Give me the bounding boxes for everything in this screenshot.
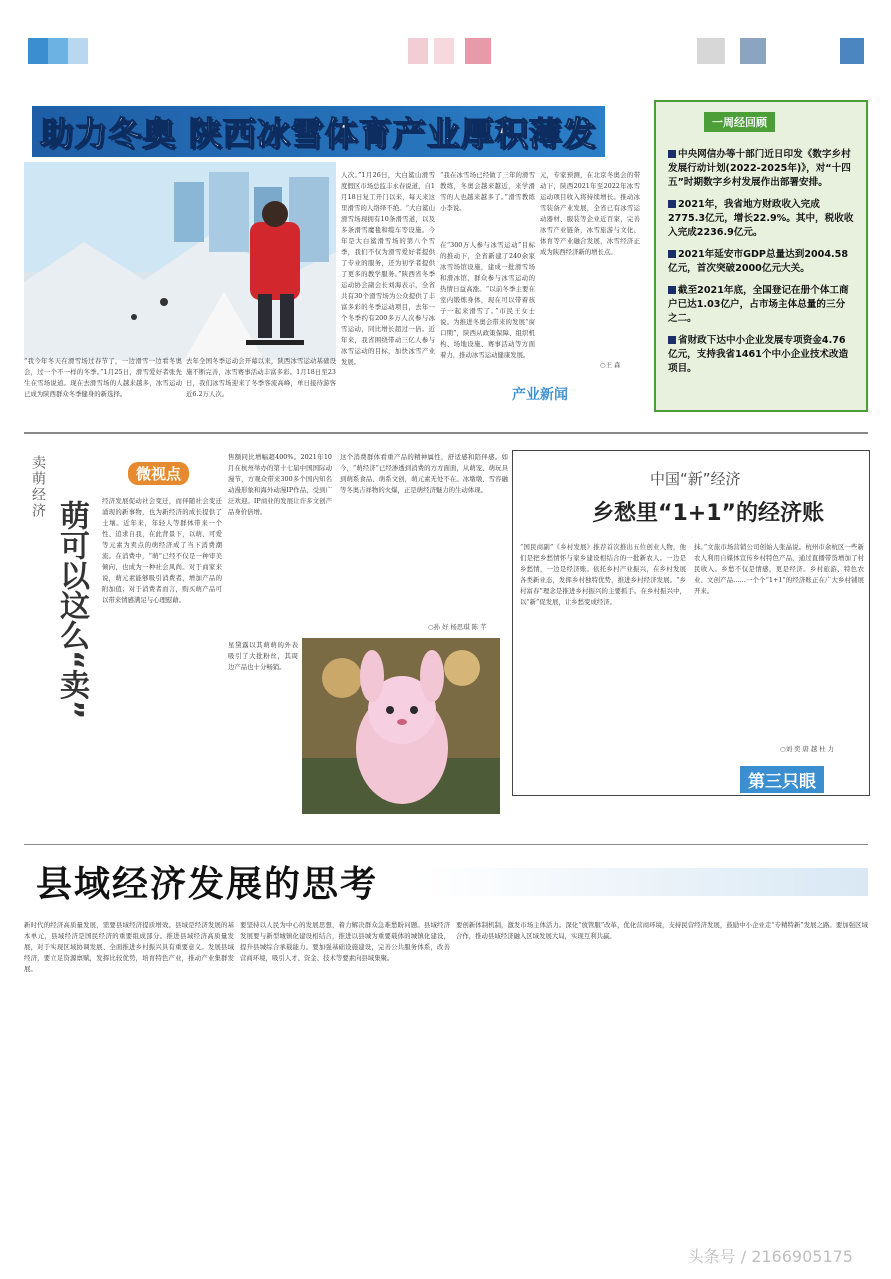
weekly-item: 2021年延安市GDP总量达到2004.58亿元，首次突破2000亿元大关。 bbox=[668, 249, 849, 274]
lead-title: 助力冬奥 陕西冰雪体育产业厚积薄发 bbox=[32, 106, 605, 157]
watermark: 头条号 / 2166905175 bbox=[687, 1247, 853, 1266]
header-color-block-2 bbox=[48, 38, 68, 64]
lead-col3: 元，专家预测，在北京冬奥会的带动下，陕西2021年至2022年冰雪运动项目收入将持续增长。推动冰雪装备产业发展，全省已有冰雪运动器材、服装等企业近百家，完善冰雪产业链条，冰雪旅游与文化、体育等产业融合发展，冰雪经济正成为陕西经济新的增长点。 bbox=[540, 171, 640, 256]
micro-source: ○孙 好 杨思琪 陈 芊 bbox=[428, 623, 487, 631]
weekly-item: 中央网信办等十部门近日印发《数字乡村发展行动计划(2022-2025年)》，对“十四五”时期数字乡村发展作出部署安排。 bbox=[668, 149, 851, 188]
weekly-item: 省财政下达中小企业发展专项资金4.76亿元，支持我省1461个中小企业技术改造项目。 bbox=[668, 335, 849, 374]
lead-col2: 在“300万人参与冰雪运动”目标的推动下，全省新建了240余家冰雪场馆设施，建成一批滑雪场和滑冰馆，群众参与冰雪运动的热情日益高涨。“以前冬季主要在室内锻炼身体，现在可以带着孩子一起来滑雪了。”市民王女士说。为推进冬奥会带来的发展“窗口期”，陕西从政策保障、组织机构、场地设施、赛事活动等方面着力，推动冰雪运动健康发展。 bbox=[440, 241, 535, 359]
header-color-block-6 bbox=[465, 38, 491, 64]
lead-lower-mid: 去年全国冬季运动会开幕以来，陕西冰雪运动基础设施不断完善，冰雪赛事活动丰富多彩。1月18日至23日，我们冰雪场迎来了冬季客流高峰，单日接待游客近6.2万人次。 bbox=[186, 357, 336, 398]
micro-col2: 售额同比增幅超400%。2021年10月在杭州举办的第十七届中国国际动漫节，方观众带来300多个国内知名动漫形象和海外动漫IP作品，受到广泛欢迎。IP商业的发展让许多文创产品身价倍增。 bbox=[228, 453, 332, 516]
county-para-c: 要创新体制机制，激发市场主体活力。深化“放管服”改革，优化营商环境，支持民营经济发展，鼓励中小企业走“专精特新”发展之路。要加强区域合作，推动县域经济融入区域发展大局，实现互利共赢。 bbox=[456, 921, 868, 940]
ski-resort-photo bbox=[24, 162, 336, 360]
county-rule-top bbox=[24, 844, 868, 845]
header-color-block-5 bbox=[434, 38, 454, 64]
third-eye-tag: 第三只眼 bbox=[740, 766, 824, 793]
square-bullet-icon bbox=[668, 336, 676, 344]
square-bullet-icon bbox=[668, 200, 676, 208]
weekly-item: 截至2021年底，全国登记在册个体工商户已达1.03亿户，占市场主体总量的三分之二。 bbox=[668, 285, 849, 324]
square-bullet-icon bbox=[668, 286, 676, 294]
lead-lower-left: “我今年冬天在滑雪场过春节了，一边滑雪一边看冬奥会，过一个不一样的冬季。”1月25日，滑雪爱好者张先生在雪场说道。现在去滑雪场的人越来越多，冰雪运动已成为陕西群众冬季健身的新选择。 bbox=[24, 357, 182, 398]
header-color-block-4 bbox=[408, 38, 428, 64]
header-color-block-7 bbox=[697, 38, 725, 64]
county-para-a: 新时代的经济高质量发展，需要县域经济提质增效。县域是经济发展的基本单元，县域经济是国民经济的重要组成部分。推进县域经济高质量发展，对于实现区域协调发展、全面推进乡村振兴具有重要意义。发展县域经济，要立足资源禀赋，发挥比较优势，培育特色产业，推动产业集群发展。 bbox=[24, 921, 234, 973]
square-bullet-icon bbox=[668, 150, 676, 158]
lead-source: ○王 森 bbox=[600, 361, 621, 369]
countryside-col1: “国民商副”《乡村发展》推荐首次推出五位创业人物，他们是把乡愁情怀与家乡建设相结合的一批新农人。一边是乡愁情，一边是经济账。依托乡村产业振兴，在乡村发展各类新业态，发挥乡村独特优势，推进乡村经济发展。“乡村富春”理念是推进乡村振兴的主要抓手。在乡村振兴中，以“新”促发展，让乡愁变成经济。 bbox=[520, 543, 686, 606]
header-color-block-9 bbox=[840, 38, 864, 64]
weekly-title: 一周经回顾 bbox=[704, 112, 775, 132]
countryside-pre: 中国“新”经济 bbox=[650, 470, 741, 488]
micro-tag: 微视点 bbox=[128, 462, 189, 485]
lead-col4: “我在冰雪场已经做了三年的滑雪教练，冬奥会越来越近，来学滑雪的人也越来越多了。”滑雪教练小李说。 bbox=[440, 171, 535, 212]
header-color-block-8 bbox=[740, 38, 766, 64]
weekly-review-panel bbox=[654, 100, 868, 412]
micro-col3: 这个消费群体看重产品的精神属性，舒适感和陪伴感。如今，“萌经济”已经渗透到消费的方方面面，从萌宠、萌玩具到萌系食品、萌系文创，萌元素无处不在。冰墩墩、雪容融等冬奥吉祥物的火爆，正是萌经济魅力的生动体现。 bbox=[340, 453, 508, 494]
micro-col1: 经济发展促动社会变迁，而伴随社会变迁涌现的新事物，也为新经济的成长提供了土壤。近年来，年轻人等群体带来一个性、追求自我，在此背景下，以萌、可爱等元素为卖点的萌经济成了当下消费潮流。在消费中，“萌”已经不仅是一种审美倾向，也成为一种社会风尚。对于商家来说，萌元素能够吸引消费者，增加产品的附加值；对于消费者而言，购买萌产品可以带来情感满足与心理慰藉。 bbox=[102, 497, 222, 604]
county-title: 县域经济发展的思考 bbox=[36, 864, 379, 905]
lead-col1: 人次。”1月26日，大白鲨山滑雪度假区市场总监丰永春说道，自1月18日复工开门以来，每天来这里滑雪的人络绎不绝。“大白鲨山滑雪场现拥有10条滑雪道，以及多条滑雪魔毯和缆车等设施。今年是大白鲨滑雪场的第八个雪季，我们不仅为滑雪爱好者提供了专业的服务，还为初学者提供了更多的教学服务。”陕西省冬季运动协会副会长刘海表示，全省共有30个滑雪场为公众提供了丰富多彩的冬季运动项目，去年一个冬季约有200多万人次参与冰雪运动，同比增长超过一倍。近年来，我省围绕带动三亿人参与冰雪运动的目标，加快冰雪产业发展。 bbox=[341, 171, 435, 366]
countryside-col2: 抹。”文旅市场营销公司创始人张晶说。杭州市余杭区一些新农人利用自媒体宣传乡村特色产品，通过直播带货增加了村民收入。乡愁不仅是情感，更是经济。乡村旅游、特色农业、文创产品……一个个“1+1”的经济账正在广大乡村铺展开来。 bbox=[694, 543, 864, 595]
micro-deer-text: 星黛露以其萌萌的外表吸引了大批粉丝，其周边产品也十分畅销。 bbox=[228, 641, 298, 671]
countryside-source: ○刘 奕 唐 越 杜 力 bbox=[780, 745, 835, 753]
county-para-b: 要坚持以人民为中心的发展思想，着力解决群众急难愁盼问题。县域经济发展要与新型城镇化建设相结合，推进以县城为重要载体的城镇化建设，提升县城综合承载能力。要加强基础设施建设，完善公共服务体系，改善营商环境，吸引人才、资金、技术等要素向县域集聚。 bbox=[240, 921, 450, 962]
section-divider bbox=[24, 432, 868, 434]
header-color-block-3 bbox=[68, 38, 88, 64]
county-title-accent bbox=[424, 868, 868, 896]
weekly-item: 2021年，我省地方财政收入完成2775.3亿元，增长22.9%。其中，税收收入完成2236.9亿元。 bbox=[668, 199, 854, 238]
square-bullet-icon bbox=[668, 250, 676, 258]
plush-toy-photo bbox=[302, 638, 500, 814]
industry-news-tag: 产业新闻 bbox=[512, 387, 568, 403]
micro-vertical-small: 卖萌经济 bbox=[30, 455, 46, 519]
countryside-title: 乡愁里“1+1”的经济账 bbox=[592, 501, 824, 526]
header-color-block-1 bbox=[28, 38, 48, 64]
weekly-list bbox=[656, 132, 866, 376]
micro-vertical-big: 萌可以这么“卖” bbox=[54, 500, 89, 720]
